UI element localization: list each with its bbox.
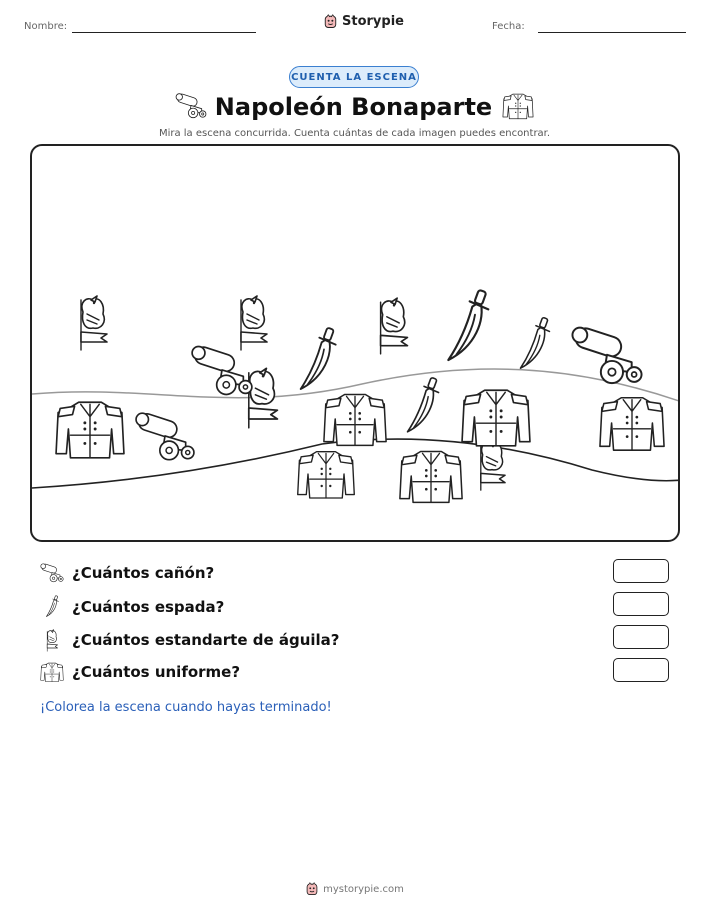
sword-1: [448, 290, 488, 360]
eagle-standard-2: [241, 296, 267, 350]
brand-logo: [323, 14, 404, 29]
eagle-standard-3: [381, 298, 408, 354]
answer-box-cannon[interactable]: [613, 559, 669, 583]
question-sword: [40, 595, 224, 619]
page-title: [0, 92, 709, 121]
cannon-3: [136, 412, 194, 460]
instructions: Mira la escena concurrida. Cuenta cuántas de cada imagen puedes encontrar.: [158, 128, 551, 139]
sword-2: [520, 317, 549, 368]
eagle-standard-1: [81, 296, 107, 350]
sword-4: [408, 377, 439, 431]
question-eagle: [40, 628, 340, 652]
answer-box-sword[interactable]: [613, 592, 669, 616]
cannon-1: [192, 345, 252, 395]
sword-icon: [40, 595, 64, 619]
name-line[interactable]: [72, 32, 256, 33]
uniform-1: [56, 402, 124, 458]
eagle-standard-icon: [40, 628, 64, 652]
eagle-standard-5: [481, 440, 505, 490]
uniform-icon: [40, 661, 64, 683]
uniform-2: [324, 394, 386, 445]
scene-frame: [30, 144, 680, 542]
date-label: Fecha:: [492, 21, 525, 32]
uniform-icon: [502, 92, 534, 120]
cannon-icon: [175, 92, 207, 120]
question-uniform: [40, 661, 240, 683]
brand-name: Storypie: [342, 14, 404, 29]
crowded-scene: [32, 146, 680, 542]
footer-url[interactable]: mystorypie.com: [323, 883, 404, 895]
date-line[interactable]: [538, 32, 686, 33]
answer-box-uniform[interactable]: [613, 658, 669, 682]
uniform-5: [298, 452, 355, 498]
cannon-2: [572, 326, 641, 383]
title-text: Napoleón Bonaparte: [214, 93, 493, 121]
question-text: ¿Cuántos estandarte de águila?: [72, 631, 340, 649]
question-cannon: [40, 562, 214, 584]
activity-badge: CUENTA LA ESCENA: [289, 66, 419, 88]
question-text: ¿Cuántos cañón?: [72, 564, 215, 582]
storypie-icon: [323, 14, 338, 29]
storypie-icon: [305, 882, 319, 896]
uniform-6: [400, 451, 462, 502]
eagle-standard-4: [249, 368, 278, 427]
uniform-3: [462, 390, 530, 446]
cannon-icon: [40, 562, 64, 584]
answer-box-eagle[interactable]: [613, 625, 669, 649]
color-prompt: ¡Colorea la escena cuando hayas terminado!: [40, 700, 332, 715]
footer: [0, 882, 709, 896]
sword-3: [301, 327, 336, 389]
uniform-4: [600, 398, 664, 450]
question-text: ¿Cuántos uniforme?: [72, 663, 241, 681]
question-text: ¿Cuántos espada?: [72, 598, 225, 616]
name-label: Nombre:: [24, 21, 68, 32]
